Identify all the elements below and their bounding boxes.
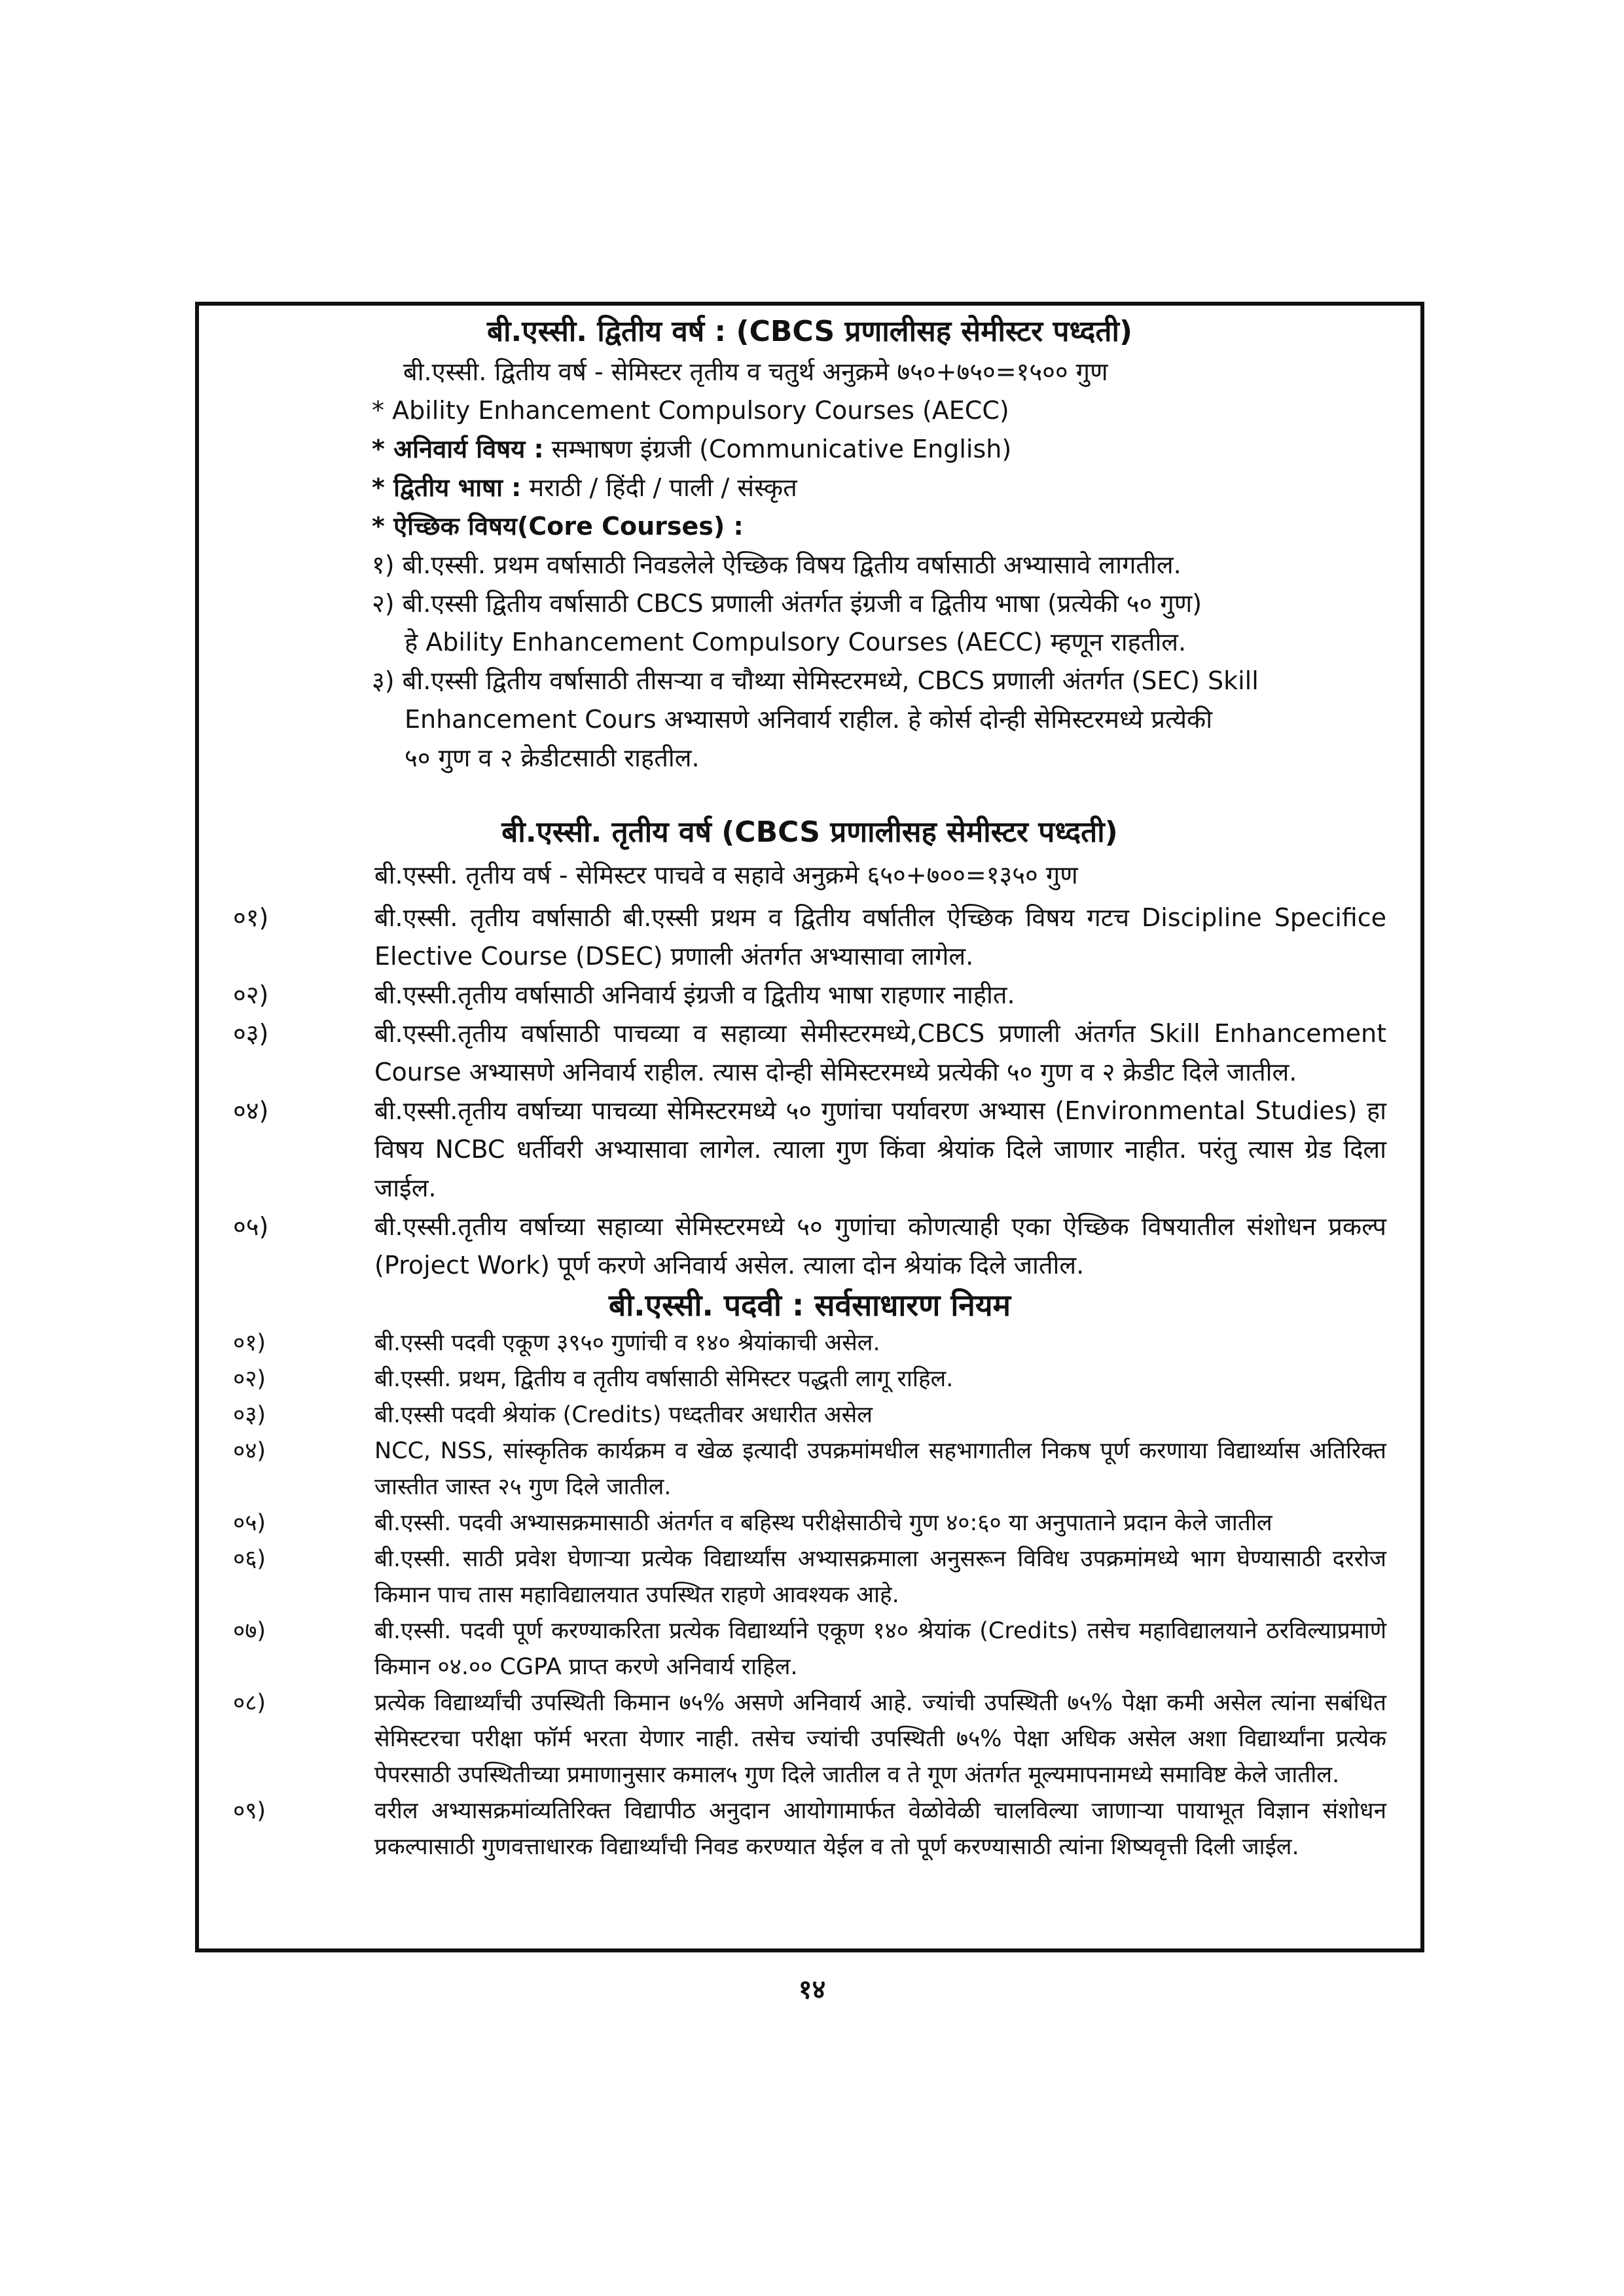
- content-frame: [195, 302, 1424, 1952]
- item-text: बी.एस्सी. तृतीय वर्षासाठी बी.एस्सी प्रथम व द्वितीय वर्षातील ऐच्छिक विषय गटच Discipline Specifice Elective Course (DSEC) प्रणाली अंतर्गत अभ्यासावा लागेल.: [374, 903, 1386, 971]
- section2-intro: बी.एस्सी. तृतीय वर्ष - सेमिस्टर पाचवे व सहावे अनुक्रमे ६५०+७००=१३५० गुण: [374, 861, 1078, 889]
- item-text: बी.एस्सी.तृतीय वर्षाच्या पाचव्या सेमिस्टरमध्ये ५० गुणांचा पर्यावरण अभ्यास (Environmental Studies) हा विषय NCBC धर्तीवरी अभ्यासावा लागेल. त्याला गुण किंवा श्रेयांक दिले जाणार नाहीत. परंतु त्यास ग्रेड दिला जाईल.: [374, 1096, 1386, 1202]
- item-number: ०२): [233, 1366, 266, 1392]
- compulsory-value: सम्भाषण इंग्रजी (Communicative English): [543, 435, 1012, 463]
- item-number: ०१): [233, 903, 269, 932]
- section3-title: बी.एस्सी. पदवी : सर्वसाधारण नियम: [608, 1287, 1011, 1323]
- item-number: ०५): [233, 1510, 266, 1536]
- item-number: ०३): [233, 1402, 266, 1428]
- list-item: [233, 1433, 1386, 1505]
- item-text: बी.एस्सी.तृतीय वर्षासाठी पाचव्या व सहाव्या सेमीस्टरमध्ये,CBCS प्रणाली अंतर्गत Skill Enhancement Course अभ्यासणे अनिवार्य राहील. त्यास दोन्ही सेमिस्टरमध्ये प्रत्येकी ५० गुण व २ क्रेडीट दिले जातील.: [374, 1019, 1386, 1086]
- item-number: ०४): [233, 1438, 266, 1464]
- item-number: ०९): [233, 1798, 266, 1824]
- item-number: ०१): [233, 1330, 266, 1356]
- list-item: [233, 1325, 1386, 1361]
- compulsory-label: * अनिवार्य विषय :: [372, 435, 544, 463]
- list-item: [233, 1685, 1386, 1793]
- second-language-line: [233, 469, 1386, 507]
- item-text: बी.एस्सी. प्रथम, द्वितीय व तृतीय वर्षासाठी सेमिस्टर पद्धती लागू राहिल.: [374, 1366, 954, 1392]
- item-number: ०३): [233, 1019, 269, 1048]
- section1-point-3-cont2: ५० गुण व २ क्रेडीटसाठी राहतील.: [405, 744, 700, 772]
- item-text: NCC, NSS, सांस्कृतिक कार्यक्रम व खेळ इत्यादी उपक्रमांमधील सहभागातील निकष पूर्ण करणाया विद्यार्थ्यास अतिरिक्त जास्तीत जास्त २५ गुण दिले जातील.: [374, 1438, 1386, 1500]
- list-item: [233, 1014, 1386, 1092]
- list-item: [233, 1397, 1386, 1433]
- elective-label: * ऐच्छिक विषय(Core Courses) :: [372, 512, 744, 541]
- section1-point-3-cont: Enhancement Cours अभ्यासणे अनिवार्य राहील. हे कोर्स दोन्ही सेमिस्टरमध्ये प्रत्येकी: [405, 705, 1213, 734]
- second-language-value: मराठी / हिंदी / पाली / संस्कृत: [521, 473, 797, 502]
- item-text: बी.एस्सी पदवी श्रेयांक (Credits) पध्दतीवर अधारीत असेल: [374, 1402, 873, 1428]
- section1-point-1: १) बी.एस्सी. प्रथम वर्षासाठी निवडलेले ऐच्छिक विषय द्वितीय वर्षासाठी अभ्यासावे लागतील.: [372, 550, 1182, 579]
- list-item: [233, 899, 1386, 976]
- section1-intro: बी.एस्सी. द्वितीय वर्ष - सेमिस्टर तृतीय व चतुर्थ अनुक्रमे ७५०+७५०=१५०० गुण: [403, 357, 1108, 386]
- list-item: [233, 1505, 1386, 1541]
- aecc-line: * Ability Enhancement Compulsory Courses (AECC): [372, 396, 1009, 425]
- item-number: ०५): [233, 1212, 269, 1241]
- item-text: बी.एस्सी पदवी एकूण ३९५० गुणांची व १४० श्रेयांकाची असेल.: [374, 1330, 880, 1356]
- item-text: प्रत्येक विद्यार्थ्यांची उपस्थिती किमान ७५% असणे अनिवार्य आहे. ज्यांची उपस्थिती ७५% पेक्षा कमी असेल त्यांना सबंधित सेमिस्टरचा परीक्षा फॉर्म भरता येणार नाही. तसेच ज्यांची उपस्थिती ७५% पेक्षा अधिक असेल अशा विद्यार्थ्यांना प्रत्येक पेपरसाठी उपस्थितीच्या प्रमाणानुसार कमाल५ गुण दिले जातील व ते गूण अंतर्गत मूल्यमापनामध्ये समाविष्ट केले जातील.: [374, 1690, 1386, 1788]
- list-item: [233, 1361, 1386, 1397]
- list-item: [233, 976, 1386, 1014]
- item-text: बी.एस्सी. साठी प्रवेश घेणाऱ्या प्रत्येक विद्यार्थ्यांस अभ्यासक्रमाला अनुसरून विविध उपक्रमांमध्ये भाग घेण्यासाठी दररोज किमान पाच तास महाविद्यालयात उपस्थित राहणे आवश्यक आहे.: [374, 1546, 1386, 1608]
- item-number: ०७): [233, 1618, 266, 1644]
- item-text: बी.एस्सी.तृतीय वर्षाच्या सहाव्या सेमिस्टरमध्ये ५० गुणांचा कोणत्याही एका ऐच्छिक विषयातील संशोधन प्रकल्प (Project Work) पूर्ण करणे अनिवार्य असेल. त्याला दोन श्रेयांक दिले जातील.: [374, 1212, 1386, 1280]
- item-number: ०२): [233, 980, 269, 1009]
- section1-point-2: २) बी.एस्सी द्वितीय वर्षासाठी CBCS प्रणाली अंतर्गत इंग्रजी व द्वितीय भाषा (प्रत्येकी ५० गुण): [372, 589, 1202, 618]
- section1-title: बी.एस्सी. द्वितीय वर्ष : (CBCS प्रणालीसह सेमीस्टर पध्दती): [487, 315, 1132, 348]
- list-item: [233, 1541, 1386, 1613]
- item-number: ०८): [233, 1690, 266, 1716]
- section1-point-3: ३) बी.एस्सी द्वितीय वर्षासाठी तीसऱ्या व चौथ्या सेमिस्टरमध्ये, CBCS प्रणाली अंतर्गत (SEC) Skill: [372, 666, 1259, 695]
- item-text: वरील अभ्यासक्रमांव्यतिरिक्त विद्यापीठ अनुदान आयोगामार्फत वेळोवेळी चालविल्या जाणाऱ्या पायाभूत विज्ञान संशोधन प्रकल्पासाठी गुणवत्ताधारक विद्यार्थ्यांची निवड करण्यात येईल व तो पूर्ण करण्यासाठी त्यांना शिष्यवृत्ती दिली जाईल.: [374, 1798, 1386, 1860]
- list-item: [233, 1208, 1386, 1285]
- section1-point-2-cont: हे Ability Enhancement Compulsory Courses (AECC) म्हणून राहतील.: [405, 628, 1187, 656]
- item-text: बी.एस्सी. पदवी अभ्यासक्रमासाठी अंतर्गत व बहिस्थ परीक्षेसाठीचे गुण ४०:६० या अनुपाताने प्रदान केले जातील: [374, 1510, 1272, 1536]
- list-item: [233, 1793, 1386, 1865]
- item-text: बी.एस्सी. पदवी पूर्ण करण्याकरिता प्रत्येक विद्यार्थ्याने एकूण १४० श्रेयांक (Credits) तसेच महाविद्यालयाने ठरविल्याप्रमाणे किमान ०४.०० CGPA प्राप्त करणे अनिवार्य राहिल.: [374, 1618, 1386, 1680]
- second-language-label: * द्वितीय भाषा :: [372, 473, 522, 502]
- list-item: [233, 1092, 1386, 1208]
- item-number: ०६): [233, 1546, 266, 1572]
- page-content: [199, 306, 1420, 1865]
- page-number: १४: [798, 1975, 826, 2005]
- list-item: [233, 1613, 1386, 1685]
- item-text: बी.एस्सी.तृतीय वर्षासाठी अनिवार्य इंग्रजी व द्वितीय भाषा राहणार नाहीत.: [374, 980, 1015, 1009]
- section2-title: बी.एस्सी. तृतीय वर्ष (CBCS प्रणालीसह सेमीस्टर पध्दती): [501, 816, 1118, 849]
- compulsory-subject-line: [233, 430, 1386, 469]
- section-spacer: [233, 778, 1386, 812]
- item-number: ०४): [233, 1096, 269, 1125]
